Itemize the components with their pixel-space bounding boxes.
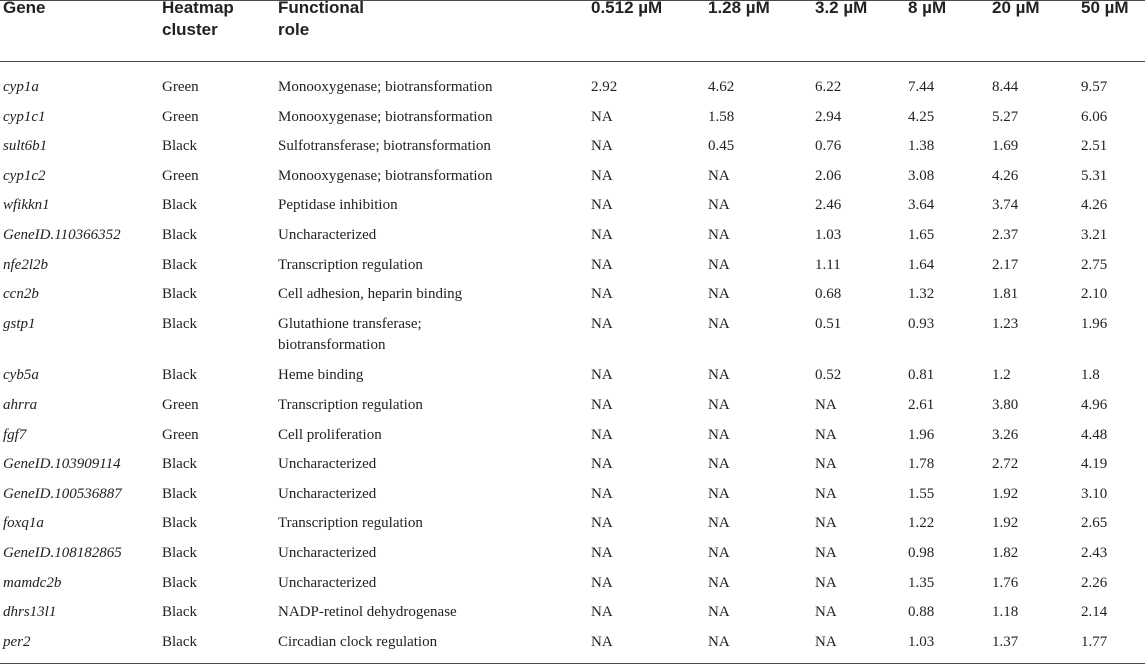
cluster-cell: Green [162, 167, 199, 184]
gene-cell: ccn2b [3, 286, 39, 303]
value-50-cell: 3.10 [1081, 485, 1108, 502]
value-128-cell: NA [708, 227, 730, 243]
header-conc-128: 1.28 µM [708, 0, 770, 17]
header-conc-8: 8 µM [908, 0, 947, 17]
value-0512-cell: NA [591, 456, 613, 473]
value-32-cell: NA [815, 544, 837, 561]
role-cell: Monooxygenase; biotransformation [278, 108, 493, 125]
value-0512-cell: NA [591, 367, 613, 384]
role-cell: NADP-retinol dehydrogenase [278, 604, 457, 621]
table-row [0, 602, 1145, 624]
header-functional-role-text: Functional role [278, 0, 364, 39]
cluster-cell: Black [162, 286, 197, 303]
gene-cell: dhrs13l1 [3, 604, 57, 621]
cluster-cell: Black [162, 633, 197, 650]
role-cell: Monooxygenase; biotransformation [278, 167, 493, 184]
value-128-cell: NA [708, 604, 730, 621]
value-32-cell: NA [815, 515, 837, 532]
value-0512-cell: NA [591, 227, 613, 243]
cluster-cell: Black [162, 367, 197, 384]
value-8-cell: 2.61 [908, 396, 935, 413]
value-50-cell: 6.06 [1081, 108, 1108, 125]
cluster-cell: Black [162, 604, 197, 621]
table-row [0, 77, 1145, 99]
value-32-cell: NA [815, 426, 837, 443]
value-20-cell: 2.17 [992, 256, 1019, 273]
value-8-cell: 1.64 [908, 256, 935, 273]
value-0512-cell: NA [591, 426, 613, 443]
value-0512-cell: NA [591, 138, 613, 155]
value-0512-cell: NA [591, 167, 613, 184]
value-20-cell: 8.44 [992, 79, 1019, 95]
value-32-cell: 0.52 [815, 367, 842, 384]
cluster-cell: Black [162, 227, 197, 243]
gene-cell: wfikkn1 [3, 197, 50, 214]
cluster-cell: Black [162, 256, 197, 273]
value-128-cell: NA [708, 574, 730, 591]
table-row [0, 543, 1145, 565]
value-50-cell: 9.57 [1081, 79, 1108, 95]
value-32-cell: 2.06 [815, 167, 842, 184]
header-heatmap-cluster [162, 0, 234, 41]
gene-cell: per2 [3, 633, 31, 650]
value-32-cell: NA [815, 485, 837, 502]
value-8-cell: 1.96 [908, 426, 935, 443]
role-cell: Uncharacterized [278, 574, 377, 591]
gene-cell: mamdc2b [3, 574, 62, 591]
value-32-cell: 0.76 [815, 138, 842, 155]
value-128-cell: NA [708, 315, 730, 332]
value-20-cell: 1.18 [992, 604, 1019, 621]
gene-cell: nfe2l2b [3, 256, 48, 273]
value-50-cell: 2.75 [1081, 256, 1108, 273]
value-0512-cell: NA [591, 396, 613, 413]
role-cell: Uncharacterized [278, 227, 377, 243]
role-cell: Sulfotransferase; biotransformation [278, 138, 491, 155]
value-8-cell: 1.55 [908, 485, 935, 502]
cluster-cell: Black [162, 197, 197, 214]
value-0512-cell: NA [591, 604, 613, 621]
value-128-cell: NA [708, 367, 730, 384]
value-20-cell: 2.72 [992, 456, 1019, 473]
gene-cell: cyp1a [3, 79, 39, 95]
value-0512-cell: NA [591, 315, 613, 332]
value-20-cell: 3.80 [992, 396, 1019, 413]
role-cell: Monooxygenase; biotransformation [278, 79, 493, 95]
value-8-cell: 0.98 [908, 544, 935, 561]
value-0512-cell: NA [591, 515, 613, 532]
table-bottom-rule [0, 663, 1145, 664]
header-conc-0512: 0.512 µM [591, 0, 663, 17]
value-20-cell: 3.74 [992, 197, 1019, 214]
table-row [0, 425, 1145, 447]
role-cell: Circadian clock regulation [278, 633, 438, 650]
value-20-cell: 1.37 [992, 633, 1019, 650]
table-row [0, 454, 1145, 476]
value-50-cell: 2.43 [1081, 544, 1108, 561]
value-32-cell: NA [815, 456, 837, 473]
table-row [0, 195, 1145, 217]
value-128-cell: NA [708, 633, 730, 650]
cluster-cell: Black [162, 138, 197, 155]
value-32-cell: 1.03 [815, 227, 842, 243]
role-cell: Uncharacterized [278, 544, 377, 561]
gene-cell: gstp1 [3, 315, 36, 332]
value-50-cell: 2.65 [1081, 515, 1108, 532]
value-20-cell: 1.69 [992, 138, 1019, 155]
value-32-cell: 2.46 [815, 197, 842, 214]
header-gene: Gene [3, 0, 46, 17]
table-row [0, 513, 1145, 535]
value-20-cell: 1.2 [992, 367, 1011, 384]
role-cell: Uncharacterized [278, 485, 377, 502]
value-128-cell: NA [708, 286, 730, 303]
value-128-cell: 0.45 [708, 138, 735, 155]
table-row [0, 107, 1145, 129]
value-0512-cell: NA [591, 574, 613, 591]
table-row [0, 395, 1145, 417]
value-20-cell: 1.82 [992, 544, 1019, 561]
value-32-cell: NA [815, 633, 837, 650]
value-0512-cell: 2.92 [591, 79, 618, 95]
value-8-cell: 3.08 [908, 167, 935, 184]
value-128-cell: NA [708, 197, 730, 214]
role-cell: Glutathione transferase; biotransformation [278, 315, 422, 353]
value-50-cell: 4.19 [1081, 456, 1108, 473]
value-8-cell: 1.32 [908, 286, 935, 303]
value-8-cell: 1.03 [908, 633, 935, 650]
value-0512-cell: NA [591, 197, 613, 214]
value-32-cell: NA [815, 396, 837, 413]
cluster-cell: Black [162, 515, 197, 532]
value-20-cell: 2.37 [992, 227, 1019, 243]
table-row [0, 225, 1145, 247]
value-32-cell: NA [815, 604, 837, 621]
value-50-cell: 2.14 [1081, 604, 1108, 621]
cluster-cell: Black [162, 456, 197, 473]
cluster-cell: Black [162, 485, 197, 502]
value-32-cell: 0.68 [815, 286, 842, 303]
gene-cell: ahrra [3, 396, 38, 413]
value-50-cell: 4.96 [1081, 396, 1108, 413]
value-8-cell: 1.22 [908, 515, 935, 532]
value-32-cell: 1.11 [815, 256, 841, 273]
value-8-cell: 1.65 [908, 227, 935, 243]
table-row [0, 484, 1145, 506]
cluster-cell: Green [162, 79, 199, 95]
cluster-cell: Green [162, 426, 199, 443]
value-0512-cell: NA [591, 485, 613, 502]
gene-cell: GeneID.100536887 [3, 485, 122, 502]
role-cell: Transcription regulation [278, 515, 423, 532]
value-128-cell: NA [708, 485, 730, 502]
header-functional-role [278, 0, 364, 41]
value-0512-cell: NA [591, 633, 613, 650]
value-128-cell: NA [708, 426, 730, 443]
role-cell: Heme binding [278, 367, 364, 384]
value-20-cell: 1.23 [992, 315, 1019, 332]
value-20-cell: 1.92 [992, 515, 1019, 532]
gene-cell: GeneID.108182865 [3, 544, 122, 561]
value-128-cell: NA [708, 256, 730, 273]
value-32-cell: 6.22 [815, 79, 842, 95]
value-20-cell: 5.27 [992, 108, 1019, 125]
cluster-cell: Black [162, 574, 197, 591]
role-cell: Transcription regulation [278, 256, 423, 273]
value-50-cell: 4.26 [1081, 197, 1108, 214]
value-8-cell: 1.78 [908, 456, 935, 473]
value-20-cell: 1.81 [992, 286, 1019, 303]
table-row [0, 166, 1145, 188]
value-128-cell: 4.62 [708, 79, 735, 95]
cluster-cell: Black [162, 544, 197, 561]
value-50-cell: 4.48 [1081, 426, 1108, 443]
value-50-cell: 3.21 [1081, 227, 1108, 243]
gene-cell: fgf7 [3, 426, 27, 443]
gene-cell: foxq1a [3, 515, 44, 532]
role-cell: Peptidase inhibition [278, 197, 398, 214]
value-0512-cell: NA [591, 108, 613, 125]
value-0512-cell: NA [591, 544, 613, 561]
value-8-cell: 0.88 [908, 604, 935, 621]
value-128-cell: NA [708, 456, 730, 473]
value-8-cell: 0.81 [908, 367, 935, 384]
table-row [0, 573, 1145, 595]
value-50-cell: 1.8 [1081, 367, 1100, 384]
header-conc-32: 3.2 µM [815, 0, 868, 17]
value-128-cell: 1.58 [708, 108, 735, 125]
value-128-cell: NA [708, 544, 730, 561]
value-0512-cell: NA [591, 256, 613, 273]
table-header-rule [0, 61, 1145, 62]
table-row [0, 632, 1145, 654]
value-20-cell: 1.76 [992, 574, 1019, 591]
table-row [0, 136, 1145, 158]
role-cell: Cell adhesion, heparin binding [278, 286, 463, 303]
gene-cell: sult6b1 [3, 138, 48, 155]
value-8-cell: 4.25 [908, 108, 935, 125]
table-row [0, 365, 1145, 387]
value-32-cell: 0.51 [815, 315, 842, 332]
value-8-cell: 7.44 [908, 79, 935, 95]
value-128-cell: NA [708, 167, 730, 184]
role-cell: Cell proliferation [278, 426, 382, 443]
role-cell: Uncharacterized [278, 456, 377, 473]
value-128-cell: NA [708, 515, 730, 532]
value-32-cell: 2.94 [815, 108, 842, 125]
gene-cell: GeneID.103909114 [3, 456, 121, 473]
cluster-cell: Black [162, 315, 197, 332]
value-50-cell: 2.51 [1081, 138, 1108, 155]
value-32-cell: NA [815, 574, 837, 591]
header-heatmap-cluster-text: Heatmap cluster [162, 0, 234, 39]
value-128-cell: NA [708, 396, 730, 413]
table-row [0, 255, 1145, 277]
value-50-cell: 5.31 [1081, 167, 1108, 184]
value-50-cell: 2.26 [1081, 574, 1108, 591]
gene-cell: cyb5a [3, 367, 39, 384]
header-conc-50: 50 µM [1081, 0, 1129, 17]
value-20-cell: 3.26 [992, 426, 1019, 443]
value-8-cell: 3.64 [908, 197, 935, 214]
role-cell: Transcription regulation [278, 396, 423, 413]
gene-cell: GeneID.110366352 [3, 227, 121, 243]
value-20-cell: 1.92 [992, 485, 1019, 502]
value-8-cell: 1.35 [908, 574, 935, 591]
gene-cell: cyp1c2 [3, 167, 46, 184]
cluster-cell: Green [162, 396, 199, 413]
value-8-cell: 0.93 [908, 315, 935, 332]
value-50-cell: 1.77 [1081, 633, 1108, 650]
value-50-cell: 2.10 [1081, 286, 1108, 303]
value-50-cell: 1.96 [1081, 315, 1108, 332]
header-conc-20: 20 µM [992, 0, 1040, 17]
gene-cell: cyp1c1 [3, 108, 46, 125]
value-0512-cell: NA [591, 286, 613, 303]
table-row [0, 284, 1145, 306]
table-row [0, 314, 1145, 353]
value-20-cell: 4.26 [992, 167, 1019, 184]
value-8-cell: 1.38 [908, 138, 935, 155]
cluster-cell: Green [162, 108, 199, 125]
